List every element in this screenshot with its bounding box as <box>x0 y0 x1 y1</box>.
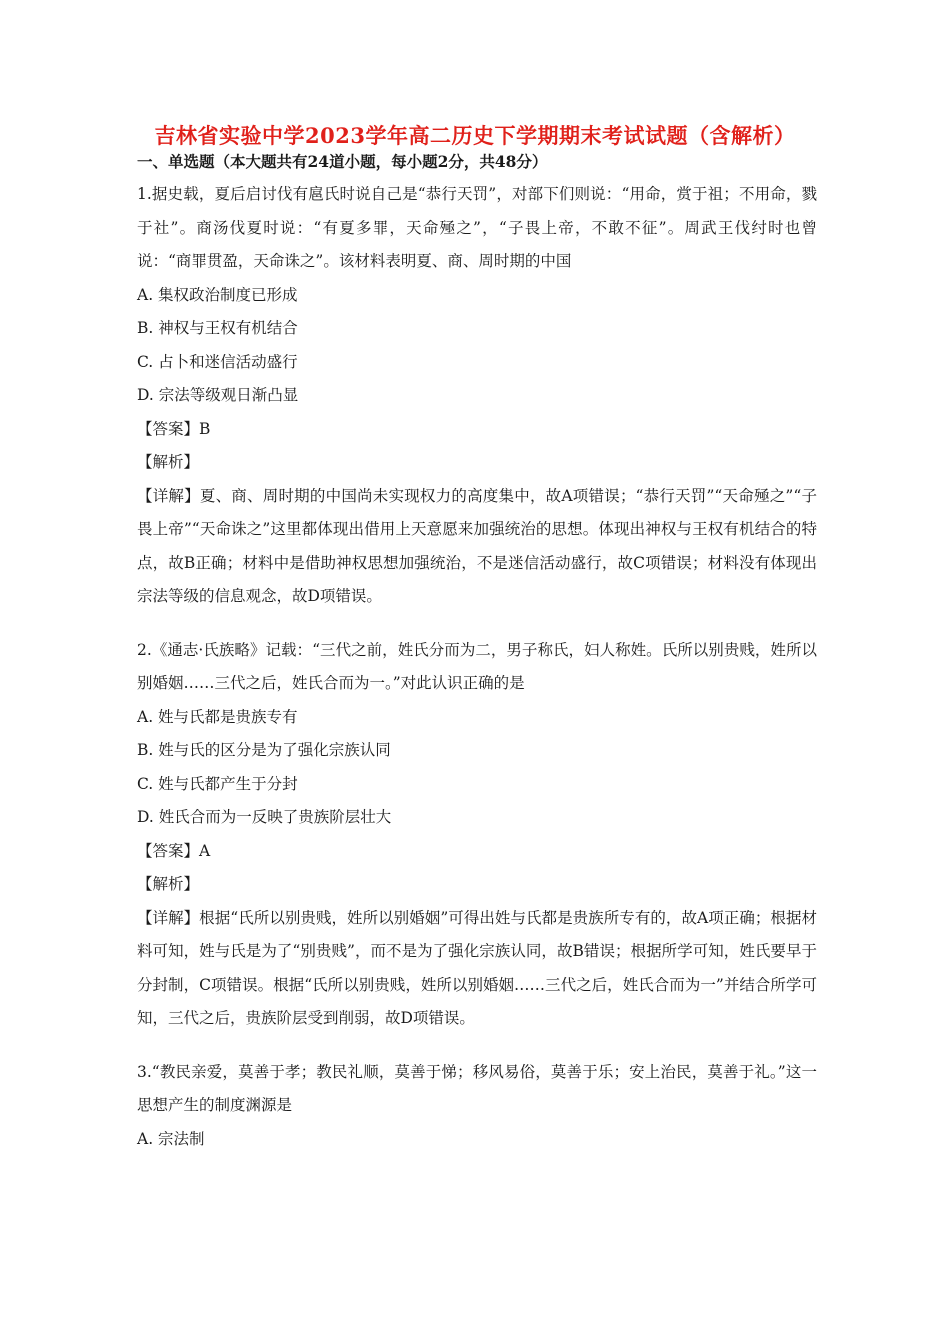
document-title: 吉林省实验中学2023学年高二历史下学期期末考试试题（含解析） <box>154 123 796 148</box>
spacer <box>137 1036 817 1056</box>
analysis-detail: 【详解】夏、商、周时期的中国尚未实现权力的高度集中，故A项错误；“恭行天罚”“天命殛之”“子畏上帝”“天命诛之”这里都体现出借用上天意愿来加强统治的思想。体现出神权与王权有机结合的特点，故B正确；材料中是借助神权思想加强统治，不是迷信活动盛行，故C项错误；材料没有体现出宗法等级的信息观念，故D项错误。 <box>137 486 817 605</box>
spacer <box>137 614 817 634</box>
answer-line: 【答案】A <box>137 841 211 860</box>
option-d: D. 姓氏合而为一反映了贵族阶层壮大 <box>137 808 392 826</box>
option-b: B. 姓与氏的区分是为了强化宗族认同 <box>137 741 391 759</box>
analysis-label: 【解析】 <box>137 453 200 471</box>
option-a: A. 集权政治制度已形成 <box>137 285 298 304</box>
question-2 <box>137 634 817 1036</box>
question-1 <box>137 178 817 614</box>
analysis-detail: 【详解】根据“氏所以别贵贱，姓所以别婚姻”可得出姓与氏都是贵族所专有的，故A项正确；根据材料可知，姓与氏是为了“别贵贱”，而不是为了强化宗族认同，故B错误；根据所学可知，姓氏要早于分封制，C项错误。根据“氏所以别贵贱，姓所以别婚姻……三代之后，姓氏合而为一”并结合所学可知，三代之后，贵族阶层受到削弱，故D项错误。 <box>137 908 817 1027</box>
question-3 <box>137 1056 817 1157</box>
question-stem: 1.据史载，夏后启讨伐有扈氏时说自己是“恭行天罚”，对部下们则说：“用命，赏于祖；不用命，戮于社”。商汤伐夏时说：“有夏多罪，天命殛之”，“子畏上帝，不敢不征”。周武王伐纣时也曾说：“商罪贯盈，天命诛之”。该材料表明夏、商、周时期的中国 <box>137 185 817 270</box>
question-stem: 3.“教民亲爱，莫善于孝；教民礼顺，莫善于悌；移风易俗，莫善于乐；安上治民，莫善于礼。”这一思想产生的制度渊源是 <box>137 1062 817 1114</box>
questions-content <box>137 178 817 1156</box>
option-c: C. 姓与氏都产生于分封 <box>137 774 298 793</box>
option-d: D. 宗法等级观日渐凸显 <box>137 386 299 404</box>
section-heading: 一、单选题（本大题共有24道小题，每小题2分，共48分） <box>137 152 548 171</box>
question-stem: 2.《通志·氏族略》记载：“三代之前，姓氏分而为二，男子称氏，妇人称姓。氏所以别贵贱，姓所以别婚姻……三代之后，姓氏合而为一。”对此认识正确的是 <box>137 640 817 692</box>
option-a: A. 姓与氏都是贵族专有 <box>137 707 298 726</box>
option-b: B. 神权与王权有机结合 <box>137 319 298 337</box>
answer-line: 【答案】B <box>137 419 211 438</box>
option-a: A. 宗法制 <box>137 1129 205 1148</box>
option-c: C. 占卜和迷信活动盛行 <box>137 352 298 371</box>
analysis-label: 【解析】 <box>137 875 200 893</box>
